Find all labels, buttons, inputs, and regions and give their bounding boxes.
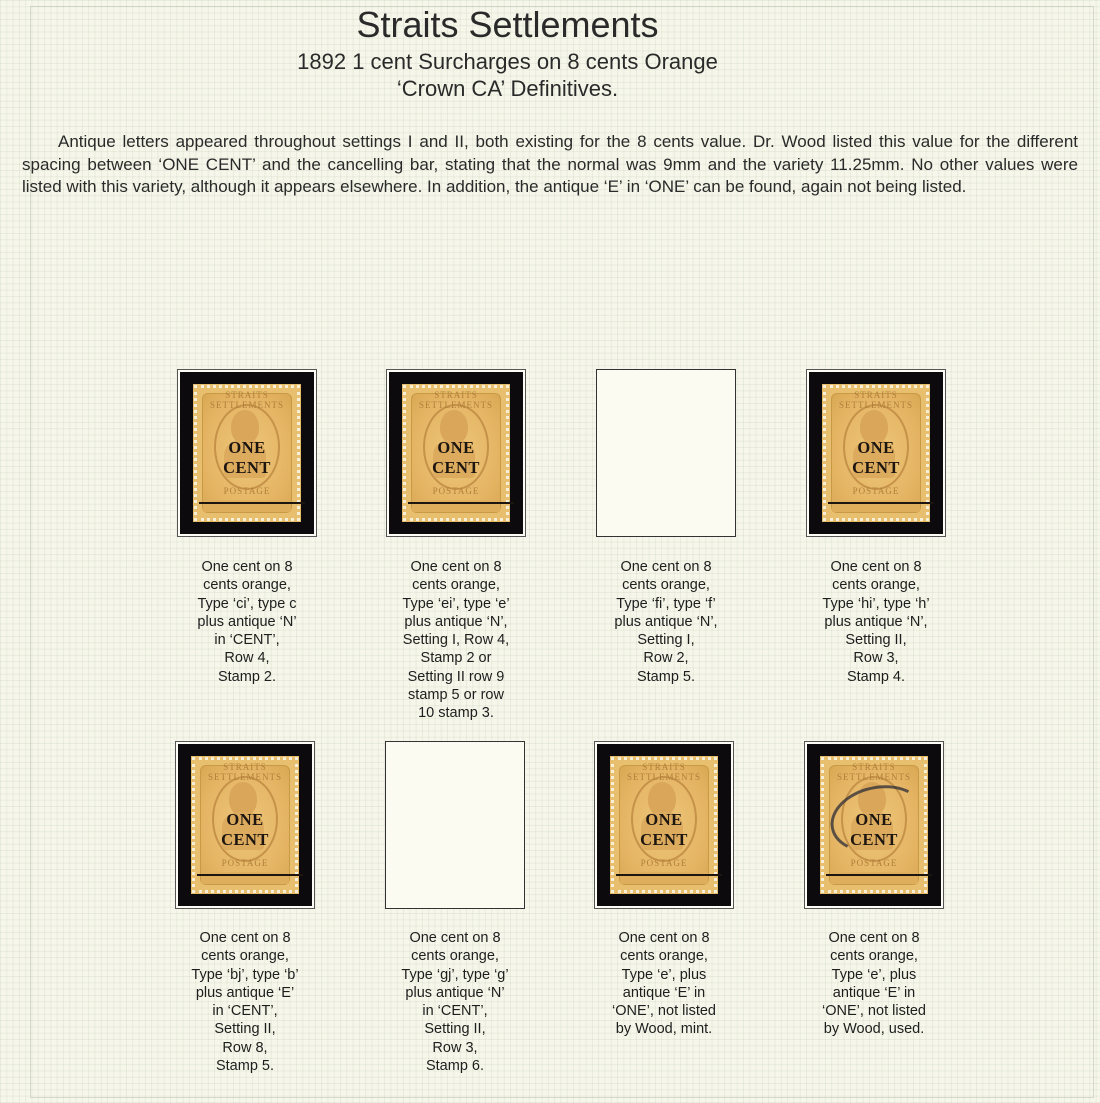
caption-line: Setting I, Row 4, bbox=[402, 632, 510, 649]
surcharge-line1: ONE bbox=[857, 438, 895, 457]
stamp-mount-r2-4[interactable] bbox=[804, 741, 944, 909]
caption-line: Setting II, bbox=[214, 1021, 276, 1038]
caption-line: in ‘CENT’, bbox=[214, 632, 280, 649]
cancelling-bar bbox=[828, 502, 934, 505]
surcharge-line1: ONE bbox=[645, 810, 683, 829]
stamp-mount-r2-1[interactable] bbox=[175, 741, 315, 909]
surcharge-line2: CENT bbox=[850, 830, 898, 849]
surcharge-overprint bbox=[406, 438, 506, 478]
page-title: Straits Settlements bbox=[356, 4, 659, 45]
page-subtitle-line2: ‘Crown CA’ Definitives. bbox=[396, 76, 619, 101]
stamp-caption-r2-1 bbox=[155, 929, 335, 1075]
caption-line: Stamp 6. bbox=[425, 1058, 485, 1075]
stamp-oval-bottom-text: POSTAGE bbox=[432, 486, 480, 496]
stamp-mount-r1-2[interactable] bbox=[386, 369, 526, 537]
caption-line: Type ‘fi’, type ‘f’ bbox=[616, 595, 716, 612]
stamp-oval-top-text: STRAITS SETTLEMENTS bbox=[419, 390, 493, 410]
caption-line: cents orange, bbox=[203, 577, 291, 594]
surcharge-line1: ONE bbox=[855, 810, 893, 829]
cancelling-bar bbox=[197, 874, 303, 877]
stamp-caption-r1-4 bbox=[786, 558, 966, 686]
caption-line: antique ‘E’ in bbox=[622, 984, 706, 1001]
mount-backing bbox=[180, 372, 314, 534]
caption-line: Type ‘hi’, type ‘h’ bbox=[822, 595, 930, 612]
caption-line: Row 3, bbox=[432, 1039, 478, 1056]
caption-line: antique ‘E’ in bbox=[832, 984, 916, 1001]
caption-line: stamp 5 or row bbox=[408, 687, 504, 704]
caption-line: Setting II, bbox=[845, 632, 907, 649]
caption-line: Setting II, bbox=[424, 1021, 486, 1038]
caption-line: by Wood, used. bbox=[823, 1021, 925, 1038]
surcharge-line2: CENT bbox=[852, 458, 900, 477]
caption-line: One cent on 8 bbox=[828, 930, 920, 946]
surcharge-overprint bbox=[195, 810, 295, 850]
caption-line: One cent on 8 bbox=[620, 559, 712, 575]
caption-line: Type ‘e’, plus bbox=[831, 966, 917, 983]
caption-line: One cent on 8 bbox=[409, 930, 501, 946]
stamp-caption-r1-3 bbox=[576, 558, 756, 686]
stamp-oval-bottom-text: POSTAGE bbox=[852, 486, 900, 496]
caption-line: One cent on 8 bbox=[410, 559, 502, 575]
caption-line: Stamp 4. bbox=[846, 668, 906, 685]
surcharge-overprint bbox=[826, 438, 926, 478]
stamp-caption-r1-2 bbox=[366, 558, 546, 723]
caption-line: Row 2, bbox=[643, 650, 689, 667]
caption-line: Type ‘gj’, type ‘g’ bbox=[401, 966, 509, 983]
caption-line: ‘ONE’, not listed bbox=[612, 1003, 716, 1020]
stamp-caption-r2-2 bbox=[365, 929, 545, 1075]
caption-line: by Wood, mint. bbox=[615, 1021, 713, 1038]
caption-line: Setting I, bbox=[637, 632, 695, 649]
caption-line: Row 4, bbox=[224, 650, 270, 667]
caption-line: cents orange, bbox=[622, 577, 710, 594]
surcharge-line2: CENT bbox=[432, 458, 480, 477]
caption-line: Type ‘bj’, type ‘b’ bbox=[191, 966, 299, 983]
caption-line: in ‘CENT’, bbox=[212, 1003, 278, 1020]
stamp bbox=[192, 757, 298, 893]
stamp-oval-bottom-text: POSTAGE bbox=[223, 486, 271, 496]
cancelling-bar bbox=[826, 874, 932, 877]
caption-line: Type ‘ei’, type ‘e’ bbox=[402, 595, 510, 612]
caption-line: Type ‘ci’, type c bbox=[197, 595, 297, 612]
empty-stamp-mount-r1-3[interactable] bbox=[596, 369, 736, 537]
surcharge-line1: ONE bbox=[228, 438, 266, 457]
stamp-oval-bottom-text: POSTAGE bbox=[640, 858, 688, 868]
caption-line: plus antique ‘N’, bbox=[404, 613, 508, 630]
surcharge-overprint bbox=[614, 810, 714, 850]
surcharge-line2: CENT bbox=[640, 830, 688, 849]
surcharge-overprint bbox=[197, 438, 297, 478]
cancelling-bar bbox=[616, 874, 722, 877]
stamp-caption-r2-3 bbox=[574, 929, 754, 1039]
surcharge-line1: ONE bbox=[226, 810, 264, 829]
surcharge-line1: ONE bbox=[437, 438, 475, 457]
caption-line: Stamp 5. bbox=[215, 1058, 275, 1075]
caption-line: Stamp 2. bbox=[217, 668, 277, 685]
caption-line: Row 3, bbox=[853, 650, 899, 667]
caption-line: plus antique ‘E’ bbox=[195, 984, 295, 1001]
stamp-mount-r1-1[interactable] bbox=[177, 369, 317, 537]
caption-line: One cent on 8 bbox=[199, 930, 291, 946]
caption-line: cents orange, bbox=[201, 948, 289, 965]
stamp-oval-top-text: STRAITS SETTLEMENTS bbox=[208, 762, 282, 782]
caption-line: 10 stamp 3. bbox=[418, 705, 494, 722]
caption-line: cents orange, bbox=[412, 577, 500, 594]
caption-line: in ‘CENT’, bbox=[422, 1003, 488, 1020]
stamp bbox=[403, 385, 509, 521]
page-subtitle-line1: 1892 1 cent Surcharges on 8 cents Orange bbox=[297, 49, 718, 74]
stamp bbox=[823, 385, 929, 521]
caption-line: plus antique ‘N’, bbox=[824, 613, 928, 630]
caption-line: plus antique ‘N’ bbox=[197, 613, 297, 630]
caption-line: cents orange, bbox=[411, 948, 499, 965]
mount-backing bbox=[809, 372, 943, 534]
stamp-oval-top-text: STRAITS SETTLEMENTS bbox=[839, 390, 913, 410]
caption-line: Setting II row 9 bbox=[407, 668, 505, 685]
stamp bbox=[194, 385, 300, 521]
caption-line: plus antique ‘N’ bbox=[405, 984, 505, 1001]
caption-line: cents orange, bbox=[830, 948, 918, 965]
caption-line: cents orange, bbox=[620, 948, 708, 965]
stamp-oval-top-text: STRAITS SETTLEMENTS bbox=[210, 390, 284, 410]
caption-line: Row 8, bbox=[222, 1039, 268, 1056]
cancelling-bar bbox=[408, 502, 514, 505]
mount-backing bbox=[807, 744, 941, 906]
caption-line: Type ‘e’, plus bbox=[621, 966, 707, 983]
surcharge-line2: CENT bbox=[221, 830, 269, 849]
stamp-mount-r2-3[interactable] bbox=[594, 741, 734, 909]
empty-stamp-mount-r2-2[interactable] bbox=[385, 741, 525, 909]
stamp-caption-r2-4 bbox=[784, 929, 964, 1039]
stamp-mount-r1-4[interactable] bbox=[806, 369, 946, 537]
caption-line: One cent on 8 bbox=[830, 559, 922, 575]
stamp-caption-r1-1 bbox=[157, 558, 337, 686]
caption-line: One cent on 8 bbox=[201, 559, 293, 575]
caption-line: Stamp 5. bbox=[636, 668, 696, 685]
caption-line: ‘ONE’, not listed bbox=[822, 1003, 926, 1020]
caption-line: Stamp 2 or bbox=[420, 650, 492, 667]
caption-line: cents orange, bbox=[832, 577, 920, 594]
mount-backing bbox=[597, 744, 731, 906]
stamp-oval-top-text: STRAITS SETTLEMENTS bbox=[627, 762, 701, 782]
stamp bbox=[611, 757, 717, 893]
surcharge-line2: CENT bbox=[223, 458, 271, 477]
stamp-oval-top-text: STRAITS SETTLEMENTS bbox=[837, 762, 911, 782]
caption-line: plus antique ‘N’, bbox=[614, 613, 718, 630]
mount-backing bbox=[178, 744, 312, 906]
mount-backing bbox=[389, 372, 523, 534]
cancelling-bar bbox=[199, 502, 305, 505]
caption-line: One cent on 8 bbox=[618, 930, 710, 946]
intro-paragraph: Antique letters appeared throughout settings I and II, both existing for the 8 cents value. Dr. Wood listed this value for the different spacing between ‘ONE CENT’ and the cancelling bar, stating that the normal was 9mm and the variety 11.25mm. No other values were listed with this variety, although it appears elsewhere. In addition, the antique ‘E’ in ‘ONE’ can be found, again not being listed. bbox=[22, 132, 1078, 196]
stamp-oval-bottom-text: POSTAGE bbox=[850, 858, 898, 868]
stamp bbox=[821, 757, 927, 893]
stamp-oval-bottom-text: POSTAGE bbox=[221, 858, 269, 868]
